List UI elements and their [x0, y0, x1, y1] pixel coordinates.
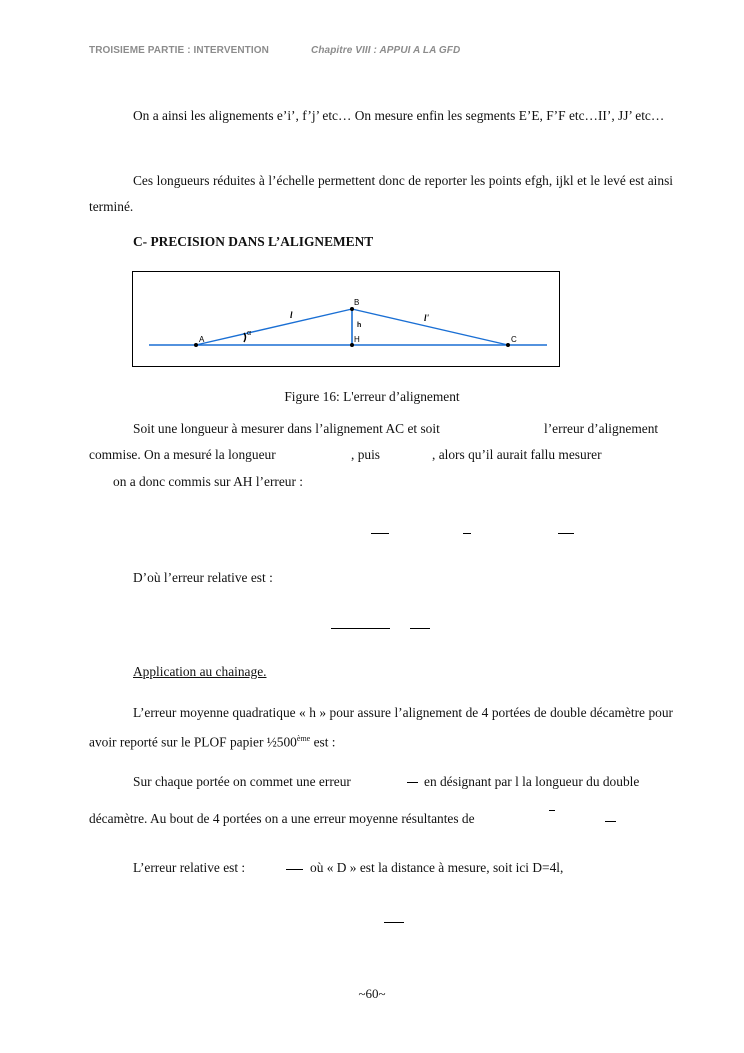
point-a: [194, 343, 198, 347]
figure-caption: Figure 16: L'erreur d’alignement: [284, 389, 460, 404]
header-part: TROISIEME PARTIE : INTERVENTION: [89, 45, 269, 56]
paragraph-1-text: On a ainsi les alignements e’i’, f’j’ etc… On mesure enfin les segments E’E, F’F etc…II’, JJ’ etc…: [133, 108, 665, 123]
segment-ab: [196, 309, 352, 345]
p7-end: où « D » est la distance à mesure, soit ici D=4l,: [310, 860, 564, 875]
paragraph-5-text: L’erreur moyenne quadratique « h » pour assure l’alignement de 4 portées de double décamètre pour avoir reporté sur le PLOF papier ½500: [89, 705, 673, 750]
p6-end: en désignant par l la longueur du double: [424, 774, 640, 789]
fraction-bar: [331, 628, 390, 629]
label-a: A: [199, 335, 205, 344]
p3-line3: on a donc commis sur AH l’erreur :: [113, 474, 304, 489]
alignment-diagram: [133, 272, 559, 366]
label-l: l: [290, 310, 293, 320]
p3-line1-start: Soit une longueur à mesurer dans l’alignement AC et soit: [133, 421, 440, 436]
p3-line1-end: l’erreur d’alignement: [544, 421, 659, 436]
point-b: [350, 307, 354, 311]
p7-start: L’erreur relative est :: [133, 860, 246, 875]
section-heading: C- PRECISION DANS L’ALIGNEMENT: [133, 234, 374, 249]
label-h-small: h: [357, 322, 362, 329]
label-h: H: [354, 335, 360, 344]
page-number: ~60~: [358, 986, 386, 1001]
point-c: [506, 343, 510, 347]
fraction-bar: [558, 533, 574, 534]
paragraph-2: [89, 168, 673, 220]
paragraph-1: [89, 103, 673, 129]
p6-line2: décamètre. Au bout de 4 portées on a une erreur moyenne résultantes de: [89, 811, 475, 826]
paragraph-2-text: Ces longueurs réduites à l’échelle permettent donc de reporter les points efgh, ijkl et le levé est ainsi terminé.: [89, 173, 673, 214]
segment-bc: [352, 309, 508, 345]
angle-alpha-arc: [244, 333, 246, 342]
label-b: B: [354, 298, 360, 307]
fraction-bar: [605, 821, 616, 822]
application-heading: Application au chainage.: [133, 664, 267, 679]
header-chapter: Chapitre VIII : APPUI A LA GFD: [311, 45, 461, 56]
p3-line2b: , puis: [351, 447, 381, 462]
label-c: C: [511, 335, 517, 344]
paragraph-5-end: est :: [310, 734, 336, 750]
fraction-bar: [371, 533, 389, 534]
paragraph-5: [89, 700, 673, 755]
p3-line2c: , alors qu’il aurait fallu mesurer: [432, 447, 602, 462]
label-alpha: α: [247, 330, 252, 337]
fraction-bar: [286, 869, 303, 870]
fraction-bar: [463, 533, 471, 534]
fraction-bar: [549, 810, 555, 811]
p6-start: Sur chaque portée on commet une erreur: [133, 774, 351, 789]
label-l-prime: l': [424, 313, 430, 323]
paragraph-5-sup: ème: [296, 734, 311, 743]
paragraph-4: D’où l’erreur relative est :: [133, 570, 273, 585]
fraction-bar: [384, 922, 404, 923]
fraction-bar: [407, 782, 418, 783]
alignment-figure: [132, 271, 560, 367]
fraction-bar: [410, 628, 430, 629]
p3-line2a: commise. On a mesuré la longueur: [89, 447, 276, 462]
